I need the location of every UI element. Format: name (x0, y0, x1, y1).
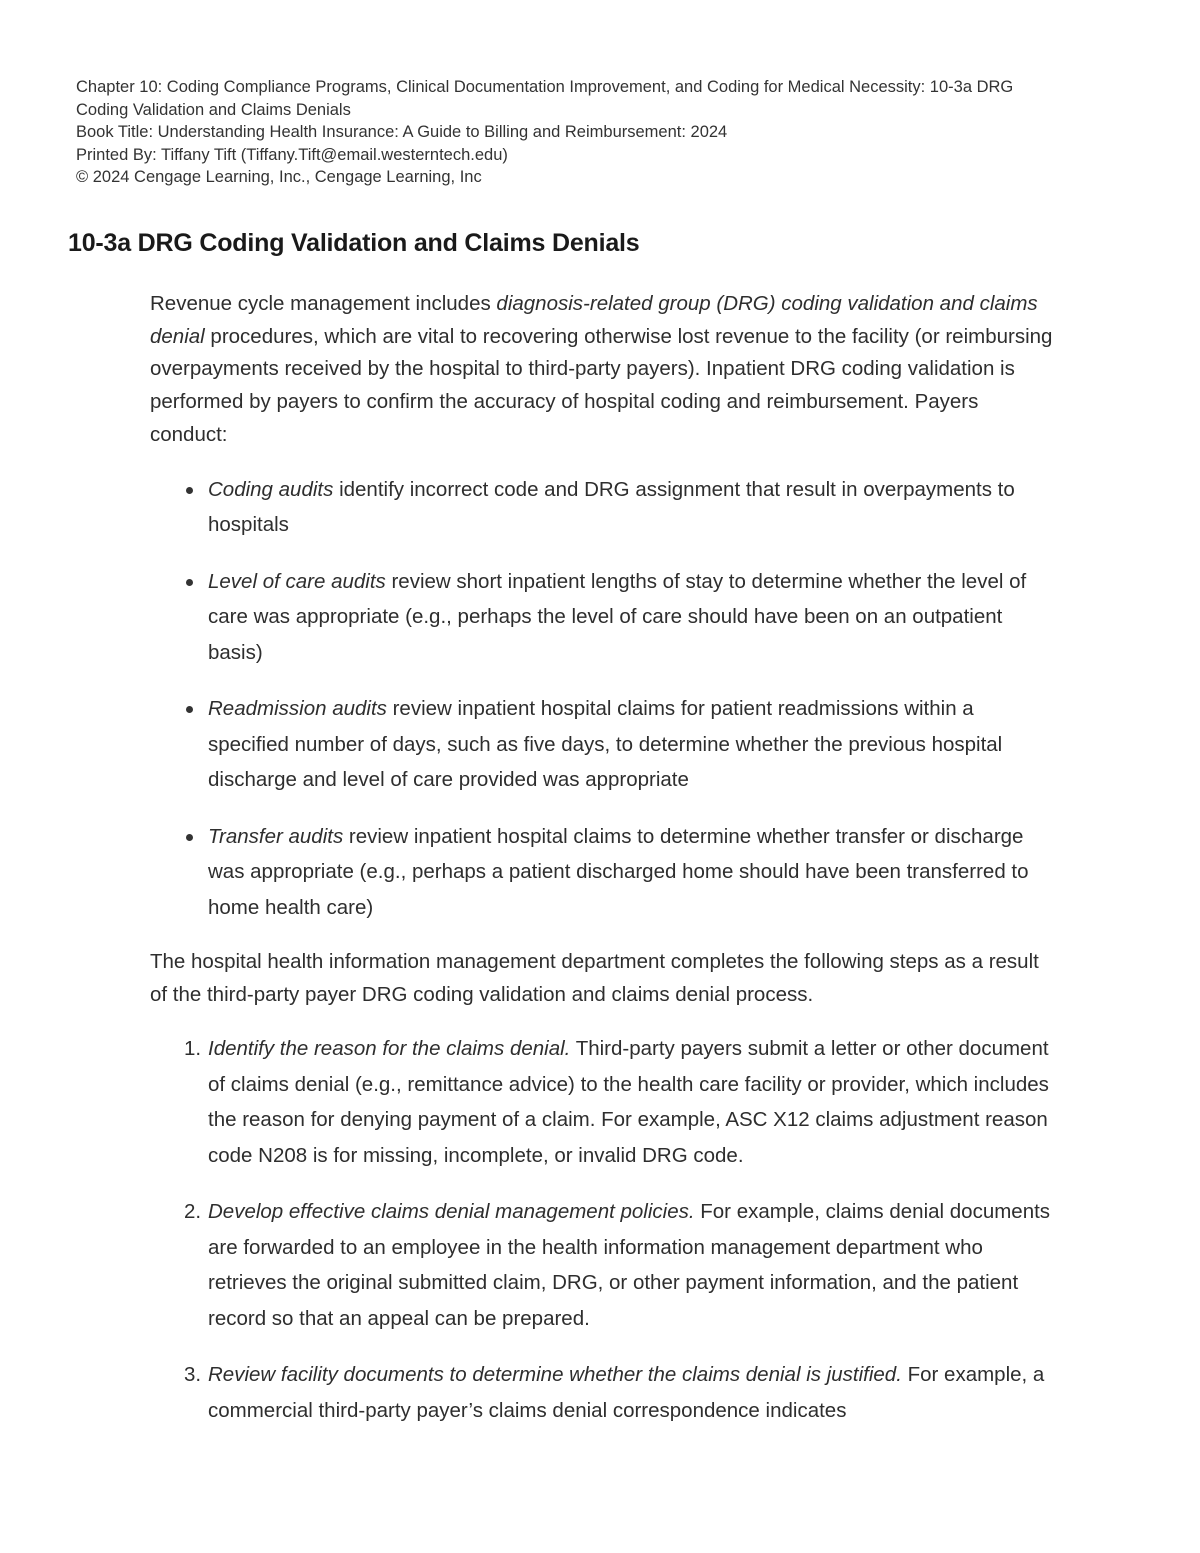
section-body (150, 288, 1055, 1449)
list-item (184, 1194, 1055, 1336)
bullet-icon (186, 579, 193, 586)
list-item (184, 1031, 1055, 1173)
step-number: 3. (184, 1363, 202, 1387)
intro-emphasis: diagnosis-related group (DRG) coding validation and claims denial (150, 292, 1038, 348)
steps-intro-paragraph: The hospital health information management department completes the following steps as a result of the third-party payer DRG coding validation and claims denial process. (150, 950, 1039, 1006)
list-item-term: Coding audits (208, 477, 334, 501)
intro-text-after: procedures, which are vital to recovering otherwise lost revenue to the facility (or reimbursing overpayments received by the hospital to third-party payers). Inpatient DRG coding validation is performed by payers to confirm the accuracy of hospital coding and reimbursement. Payers conduct: (150, 324, 1053, 446)
list-item (208, 564, 1055, 671)
list-item-text: identify incorrect code and DRG assignment that result in overpayments to hospitals (208, 477, 1015, 537)
list-item (208, 691, 1055, 798)
list-item (208, 819, 1055, 926)
list-item-text: review inpatient hospital claims to determine whether transfer or discharge was appropriate (e.g., perhaps a patient discharged home should have been transferred to home health care) (208, 824, 1029, 919)
header-printed-by: Printed By: Tiffany Tift (Tiffany.Tift@email.westerntech.edu) (76, 145, 508, 164)
header-book-title: Book Title: Understanding Health Insurance: A Guide to Billing and Reimbursement: 2024 (76, 123, 728, 141)
audit-types-list (150, 472, 1055, 926)
intro-text-before: Revenue cycle management includes (150, 292, 497, 315)
header-copyright: © 2024 Cengage Learning, Inc., Cengage Learning, Inc (76, 168, 482, 186)
step-heading: Review facility documents to determine whether the claims denial is justified. (208, 1363, 902, 1387)
step-text: For example, a commercial third-party payer’s claims denial correspondence indicates (208, 1363, 1045, 1422)
bullet-icon (186, 706, 193, 713)
list-item (184, 1357, 1055, 1428)
section-title: 10-3a DRG Coding Validation and Claims Denials (68, 229, 640, 257)
header-chapter-line-cont: Coding Validation and Claims Denials (76, 100, 351, 119)
list-item-term: Readmission audits (208, 697, 387, 721)
header-chapter-line: Chapter 10: Coding Compliance Programs, Clinical Documentation Improvement, and Coding for Medical Necessity: 10-3a DRG (76, 78, 1014, 96)
denial-steps-list (150, 1031, 1055, 1428)
step-text: For example, claims denial documents are forwarded to an employee in the health information management department who retrieves the original submitted claim, DRG, or other payment information, and the patient record so that an appeal can be prepared. (208, 1200, 1051, 1330)
step-number: 1. (184, 1037, 202, 1061)
step-text: Third-party payers submit a letter or other document of claims denial (e.g., remittance advice) to the health care facility or provider, which includes the reason for denying payment of a claim. For example, ASC X12 claims adjustment reason code N208 is for missing, incomplete, or invalid DRG code. (208, 1037, 1049, 1167)
list-item-term: Level of care audits (208, 569, 386, 593)
list-item-text: review inpatient hospital claims for patient readmissions within a specified number of days, such as five days, to determine whether the previous hospital discharge and level of care provided was appropriate (208, 697, 1003, 792)
bullet-icon (186, 487, 193, 494)
bullet-icon (186, 834, 193, 841)
step-heading: Develop effective claims denial management policies. (208, 1200, 695, 1224)
list-item (208, 472, 1055, 543)
list-item-term: Transfer audits (208, 824, 344, 848)
intro-paragraph (150, 288, 1055, 452)
step-number: 2. (184, 1200, 202, 1224)
print-header (76, 76, 1136, 189)
step-heading: Identify the reason for the claims denial. (208, 1037, 571, 1061)
list-item-text: review short inpatient lengths of stay to determine whether the level of care was appropriate (e.g., perhaps the level of care should have been on an outpatient basis) (208, 569, 1027, 664)
